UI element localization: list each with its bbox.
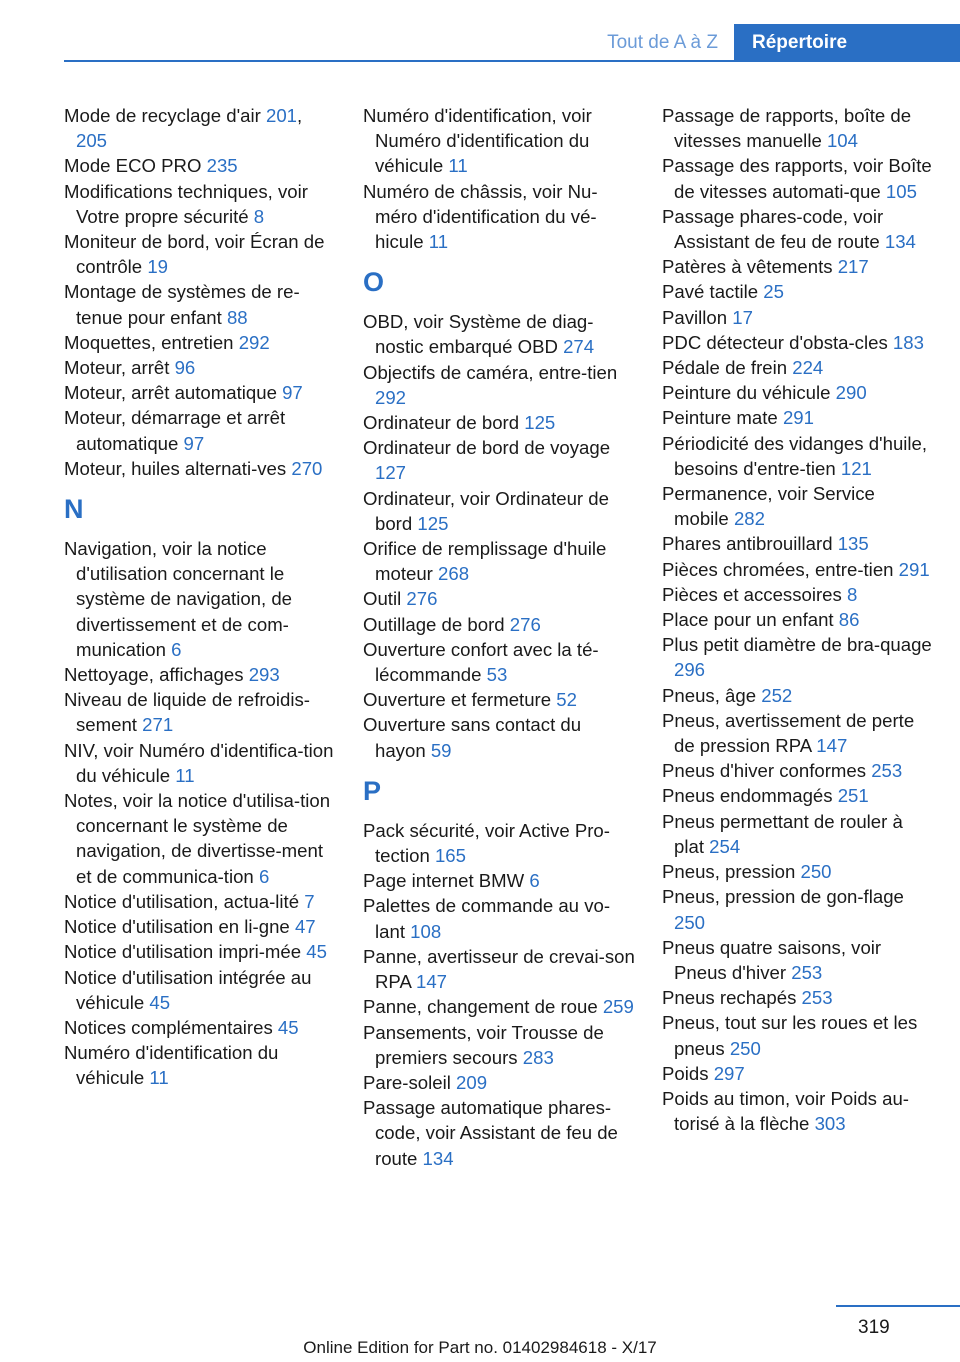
- page-reference-link[interactable]: 147: [416, 971, 448, 993]
- index-entry-text: Moteur, démarrage et arrêt automatique: [64, 407, 286, 454]
- index-entry-text: Passage phares-code, voir Assistant de feu de route: [662, 205, 885, 253]
- page-reference-link[interactable]: 88: [226, 306, 248, 328]
- index-entry: [363, 410, 635, 435]
- index-entry-text: Pneus quatre saisons, voir Pneus d'hiver: [662, 936, 882, 983]
- index-entry-text: Notice d'utilisation impri-mée: [64, 941, 307, 963]
- index-entry-text: Moniteur de bord, voir Écran de contrôle: [64, 231, 325, 278]
- index-entry: [363, 586, 635, 611]
- index-entry: [662, 405, 932, 430]
- index-entry: [64, 788, 336, 889]
- index-entry-text: Pneus, pression: [662, 861, 801, 883]
- page-reference-link[interactable]: 283: [522, 1046, 554, 1068]
- index-entry-text: Moquettes, entretien: [64, 331, 239, 353]
- page-reference-link[interactable]: 290: [835, 382, 867, 404]
- index-entry: [363, 712, 635, 762]
- index-entry-text: Numéro d'identification du véhicule: [64, 1042, 279, 1089]
- page-reference-link[interactable]: 201: [266, 105, 298, 126]
- index-entry: [662, 103, 932, 153]
- index-entry-text: Mode de recyclage d'air: [64, 105, 266, 126]
- index-entry-text: Pack sécurité, voir Active Pro-tection: [363, 819, 610, 867]
- index-entry: [662, 279, 932, 304]
- index-entry-text: Panne, avertisseur de crevai-son RPA: [363, 945, 635, 993]
- page-reference-link[interactable]: 291: [898, 558, 930, 580]
- index-entry-text: Peinture mate: [662, 407, 783, 429]
- index-entry: [662, 582, 932, 607]
- index-entry: [64, 738, 336, 788]
- section-letter: O: [363, 267, 385, 298]
- index-entry: [662, 607, 932, 632]
- index-entry-text: Ordinateur de bord: [363, 412, 525, 434]
- index-entry-text: Pneus, tout sur les roues et les pneus: [662, 1012, 918, 1059]
- page-reference-link[interactable]: 7: [304, 890, 315, 912]
- page-reference-link[interactable]: 135: [837, 533, 869, 555]
- index-entry-text: Moteur, arrêt automatique: [64, 382, 283, 404]
- index-entry-text: Mode ECO PRO: [64, 155, 207, 177]
- page-reference-link[interactable]: 45: [149, 991, 171, 1013]
- index-entry-text: Notes, voir la notice d'utilisa-tion concernant le système de navigation, de divertisse-ment et de communica-tion: [64, 790, 331, 887]
- index-entry: [64, 1040, 336, 1090]
- index-entry: [662, 884, 932, 934]
- index-entry: [363, 994, 635, 1019]
- page-reference-link[interactable]: 19: [147, 256, 169, 278]
- index-entry: [363, 1095, 635, 1171]
- page-reference-link[interactable]: 45: [277, 1016, 299, 1038]
- index-entry: [64, 939, 336, 964]
- page-reference-link[interactable]: 104: [826, 130, 858, 152]
- index-entry-text: Moteur, arrêt: [64, 357, 175, 379]
- page-reference-link[interactable]: 303: [814, 1113, 846, 1135]
- page-reference-link[interactable]: 282: [733, 508, 765, 530]
- index-entry-text: Passage des rapports, voir Boîte de vitesses automati-que: [662, 155, 932, 202]
- index-entry: [64, 330, 336, 355]
- index-entry: [662, 481, 932, 531]
- page-reference-link[interactable]: 96: [174, 357, 196, 379]
- tab-repertoire[interactable]: Répertoire: [734, 24, 960, 62]
- index-entry: [363, 486, 635, 536]
- section-letter: N: [64, 494, 84, 525]
- index-entry: [662, 683, 932, 708]
- index-entry: [64, 914, 336, 939]
- index-entry: [662, 632, 932, 682]
- page-reference-link[interactable]: 52: [556, 689, 577, 711]
- page-reference-link[interactable]: 254: [709, 835, 741, 857]
- index-entry-text: Navigation, voir la notice d'utilisation concernant le système de navigation, de divertissement et de com-munication: [64, 538, 293, 660]
- index-column-3: [662, 103, 932, 1136]
- footer-edition: Online Edition for Part no. 01402984618 - X/17: [303, 1338, 657, 1357]
- index-entry-text: Pneus rechapés: [662, 987, 802, 1009]
- index-entry: [662, 431, 932, 481]
- index-entry: [363, 179, 635, 255]
- page-reference-link[interactable]: 252: [761, 684, 793, 706]
- section-letter: P: [363, 775, 382, 806]
- index-entry: [363, 818, 635, 868]
- page-reference-link[interactable]: 11: [175, 764, 195, 786]
- index-entry-text: Pneus, âge: [662, 684, 762, 706]
- page-number-divider: [836, 1305, 960, 1307]
- index-entry-text: Palettes de commande au vo-lant: [363, 895, 611, 942]
- index-entry: [662, 557, 932, 582]
- page-reference-link[interactable]: 291: [782, 407, 814, 429]
- page-reference-link[interactable]: 125: [417, 512, 449, 534]
- page-reference-link[interactable]: 253: [801, 987, 833, 1009]
- index-entry: [662, 1086, 932, 1136]
- index-entry: [64, 229, 336, 279]
- tab-tout-de-a-a-z[interactable]: Tout de A à Z: [607, 32, 718, 53]
- page-reference-link[interactable]: 125: [524, 412, 556, 434]
- index-entry-text: Pansements, voir Trousse de premiers secours: [363, 1021, 604, 1068]
- page-reference-link[interactable]: 165: [434, 845, 466, 867]
- page-reference-link[interactable]: 86: [838, 609, 860, 631]
- page-reference-link[interactable]: 274: [563, 336, 595, 358]
- index-entry-text: Pavillon: [662, 306, 733, 328]
- page-reference-link[interactable]: 253: [791, 961, 823, 983]
- index-entry: [64, 179, 336, 229]
- index-entry: [64, 687, 336, 737]
- page-reference-link[interactable]: 297: [713, 1062, 745, 1084]
- page-reference-link[interactable]: 259: [602, 996, 634, 1018]
- page-reference-link[interactable]: 47: [294, 916, 316, 938]
- index-entry: [363, 612, 635, 637]
- index-entry-text: Notice d'utilisation, actua-lité: [64, 890, 305, 912]
- index-entry: [662, 330, 932, 355]
- index-entry: [363, 536, 635, 586]
- page-reference-link[interactable]: 224: [792, 357, 824, 379]
- page-reference-link[interactable]: 276: [509, 613, 541, 635]
- index-entry-text: Peinture du véhicule: [662, 382, 836, 404]
- index-entry-text: Objectifs de caméra, entre-tien: [363, 361, 618, 383]
- page-reference-link[interactable]: 6: [171, 638, 182, 660]
- page-reference-link[interactable]: 6: [258, 865, 270, 887]
- index-entry-text: Numéro de châssis, voir Nu-méro d'identification du vé-hicule: [363, 180, 598, 253]
- index-entry-text: Orifice de remplissage d'huile moteur: [363, 538, 607, 585]
- index-entry: [64, 380, 336, 405]
- index-entry-text: Patères à vêtements: [662, 256, 838, 278]
- index-entry-text: Pare-soleil: [363, 1071, 457, 1093]
- page-reference-link[interactable]: 127: [375, 462, 407, 484]
- page-reference-link[interactable]: 250: [729, 1037, 761, 1059]
- page-reference-link[interactable]: 121: [840, 457, 872, 479]
- index-entry: [662, 1010, 932, 1060]
- index-entry: [662, 1061, 932, 1086]
- index-entry: [64, 405, 336, 455]
- index-entry-text: Notice d'utilisation intégrée au véhicule: [64, 966, 312, 1013]
- page-reference-link[interactable]: 276: [406, 588, 438, 610]
- index-entry: [662, 935, 932, 985]
- index-entry-text: Ordinateur, voir Ordinateur de bord: [363, 487, 609, 534]
- index-entry: [64, 456, 336, 481]
- index-entry-text: NIV, voir Numéro d'identifica-tion du véhicule: [64, 739, 334, 786]
- index-entry-text: Pièces chromées, entre-tien: [662, 558, 899, 580]
- page-reference-link[interactable]: 134: [884, 231, 916, 253]
- page-reference-link[interactable]: 235: [206, 155, 238, 177]
- page-reference-link[interactable]: 11: [149, 1067, 169, 1089]
- index-entry-text: Pédale de frein: [662, 357, 793, 379]
- index-entry: [363, 944, 635, 994]
- page-reference-link[interactable]: 250: [674, 911, 706, 933]
- index-entry: [363, 637, 635, 687]
- index-entry-text: Ouverture sans contact du hayon: [363, 714, 582, 761]
- page-reference-link[interactable]: 59: [430, 739, 452, 761]
- page-reference-link[interactable]: 183: [892, 331, 924, 353]
- page-reference-link[interactable]: 105: [885, 180, 917, 202]
- page-reference-link[interactable]: 6: [529, 870, 540, 892]
- index-entry: [64, 965, 336, 1015]
- page-reference-link[interactable]: 8: [846, 583, 858, 605]
- index-entry-text: Poids au timon, voir Poids au-torisé à la flèche: [662, 1087, 910, 1135]
- page-reference-link[interactable]: 8: [253, 205, 265, 227]
- index-entry-text: Place pour un enfant: [662, 609, 839, 631]
- page-reference-link[interactable]: 147: [816, 735, 848, 757]
- index-entry: [662, 254, 932, 279]
- index-entry-text: Ouverture et fermeture: [363, 689, 557, 711]
- index-entry: [662, 758, 932, 783]
- index-entry-text: Notices complémentaires: [64, 1016, 278, 1038]
- page-reference-link[interactable]: 250: [800, 861, 832, 883]
- index-entry: [363, 309, 635, 359]
- index-entry-text: Niveau de liquide de refroidis-sement: [64, 689, 310, 736]
- index-entry-text: Pneus, avertissement de perte de pression RPA: [662, 709, 915, 757]
- index-entry-text: Passage automatique phares-code, voir Assistant de feu de route: [363, 1097, 618, 1169]
- index-entry: [64, 355, 336, 380]
- index-entry-text: Nettoyage, affichages: [64, 664, 249, 686]
- index-entry: [363, 103, 635, 179]
- index-entry-text: Pavé tactile: [662, 281, 764, 303]
- page-reference-link[interactable]: 251: [837, 785, 869, 807]
- page-reference-link[interactable]: 217: [837, 256, 869, 278]
- index-entry-text: Pneus, pression de gon-flage: [662, 886, 904, 908]
- index-entry: Mode de recyclage d'air 201, 205: [64, 105, 303, 152]
- index-entry-text: Outil: [363, 588, 407, 610]
- index-entry: [363, 1070, 635, 1095]
- index-entry: [64, 279, 336, 329]
- index-entry-text: Montage de systèmes de re-tenue pour enfant: [64, 281, 300, 328]
- index-entry: [363, 435, 635, 485]
- index-entry: [662, 153, 932, 203]
- page-reference-link[interactable]: 292: [375, 386, 407, 408]
- index-entry-text: Moteur, huiles alternati-ves: [64, 457, 292, 479]
- page-reference-link[interactable]: 134: [422, 1147, 454, 1169]
- index-column-1: [64, 103, 336, 1091]
- index-entry: [363, 893, 635, 943]
- page-header: [64, 24, 960, 62]
- index-entry: [662, 380, 932, 405]
- page-number: 319: [858, 1317, 890, 1338]
- index-entry-text: PDC détecteur d'obsta-cles: [662, 331, 893, 353]
- index-entry-text: Pneus d'hiver conformes: [662, 760, 872, 782]
- page-reference-link[interactable]: 53: [486, 664, 508, 686]
- page-reference-link[interactable]: 293: [248, 664, 280, 686]
- index-entry: [64, 1015, 336, 1040]
- index-entry-text: Passage de rapports, boîte de vitesses manuelle: [662, 105, 912, 152]
- index-entry-text: Plus petit diamètre de bra-quage: [662, 634, 932, 656]
- index-entry-text: Outillage de bord: [363, 613, 510, 635]
- index-entry: [363, 687, 635, 712]
- page-reference-link[interactable]: 296: [674, 659, 706, 681]
- index-entry: [662, 305, 932, 330]
- page-reference-link[interactable]: 25: [763, 281, 784, 303]
- page-reference-link[interactable]: 268: [438, 563, 470, 585]
- index-entry-text: Ouverture confort avec la té-lécommande: [363, 638, 599, 686]
- page-reference-link[interactable]: 209: [456, 1071, 488, 1093]
- index-entry: [64, 536, 336, 662]
- index-entry-text: Périodicité des vidanges d'huile, besoins d'entre-tien: [662, 432, 928, 479]
- index-entry-text: Pneus permettant de rouler à plat: [662, 810, 903, 857]
- index-entry: [64, 153, 336, 178]
- page-reference-link[interactable]: 97: [282, 382, 303, 404]
- page-reference-link[interactable]: 97: [183, 432, 205, 454]
- index-entry: [662, 708, 932, 758]
- index-entry-text: Ordinateur de bord de voyage: [363, 437, 611, 459]
- index-entry: [363, 1020, 635, 1070]
- page-reference-link[interactable]: 17: [732, 306, 753, 328]
- page-reference-link[interactable]: 292: [238, 331, 270, 353]
- page-reference-link[interactable]: 271: [142, 714, 174, 736]
- index-entry: [662, 809, 932, 859]
- page-reference-link[interactable]: 205: [76, 130, 108, 152]
- index-entry: [662, 204, 932, 254]
- index-entry-text: Poids: [662, 1062, 714, 1084]
- index-entry-text: Notice d'utilisation en li-gne: [64, 916, 295, 938]
- page-reference-link[interactable]: 11: [448, 155, 468, 177]
- index-column-2: [363, 103, 635, 1171]
- page-reference-link[interactable]: 11: [428, 231, 449, 253]
- page-reference-link[interactable]: 270: [291, 457, 323, 479]
- index-entry: [64, 662, 336, 687]
- index-entry-text: Pièces et accessoires: [662, 583, 847, 605]
- page-reference-link[interactable]: 253: [871, 760, 903, 782]
- index-entry: [662, 985, 932, 1010]
- index-entry-text: Phares antibrouillard: [662, 533, 838, 555]
- index-entry: [662, 531, 932, 556]
- index-entry-text: Permanence, voir Service mobile: [662, 483, 875, 530]
- index-entry: [363, 868, 635, 893]
- index-entry: [64, 889, 336, 914]
- index-entry-text: Page internet BMW: [363, 870, 530, 892]
- index-entry-text: Panne, changement de roue: [363, 996, 603, 1018]
- index-entry-text: Modifications techniques, voir Votre propre sécurité: [64, 180, 308, 227]
- index-entry: [363, 360, 635, 410]
- index-entry-text: Numéro d'identification, voir Numéro d'identification du véhicule: [363, 105, 592, 177]
- index-entry: [662, 783, 932, 808]
- header-divider: [64, 60, 960, 62]
- index-entry: [662, 859, 932, 884]
- index-entry-text: Pneus endommagés: [662, 785, 838, 807]
- page-reference-link[interactable]: 45: [306, 941, 327, 963]
- page-reference-link[interactable]: 108: [410, 920, 442, 942]
- index-entry-text: OBD, voir Système de diag-nostic embarqué OBD: [363, 311, 594, 358]
- index-entry: [662, 355, 932, 380]
